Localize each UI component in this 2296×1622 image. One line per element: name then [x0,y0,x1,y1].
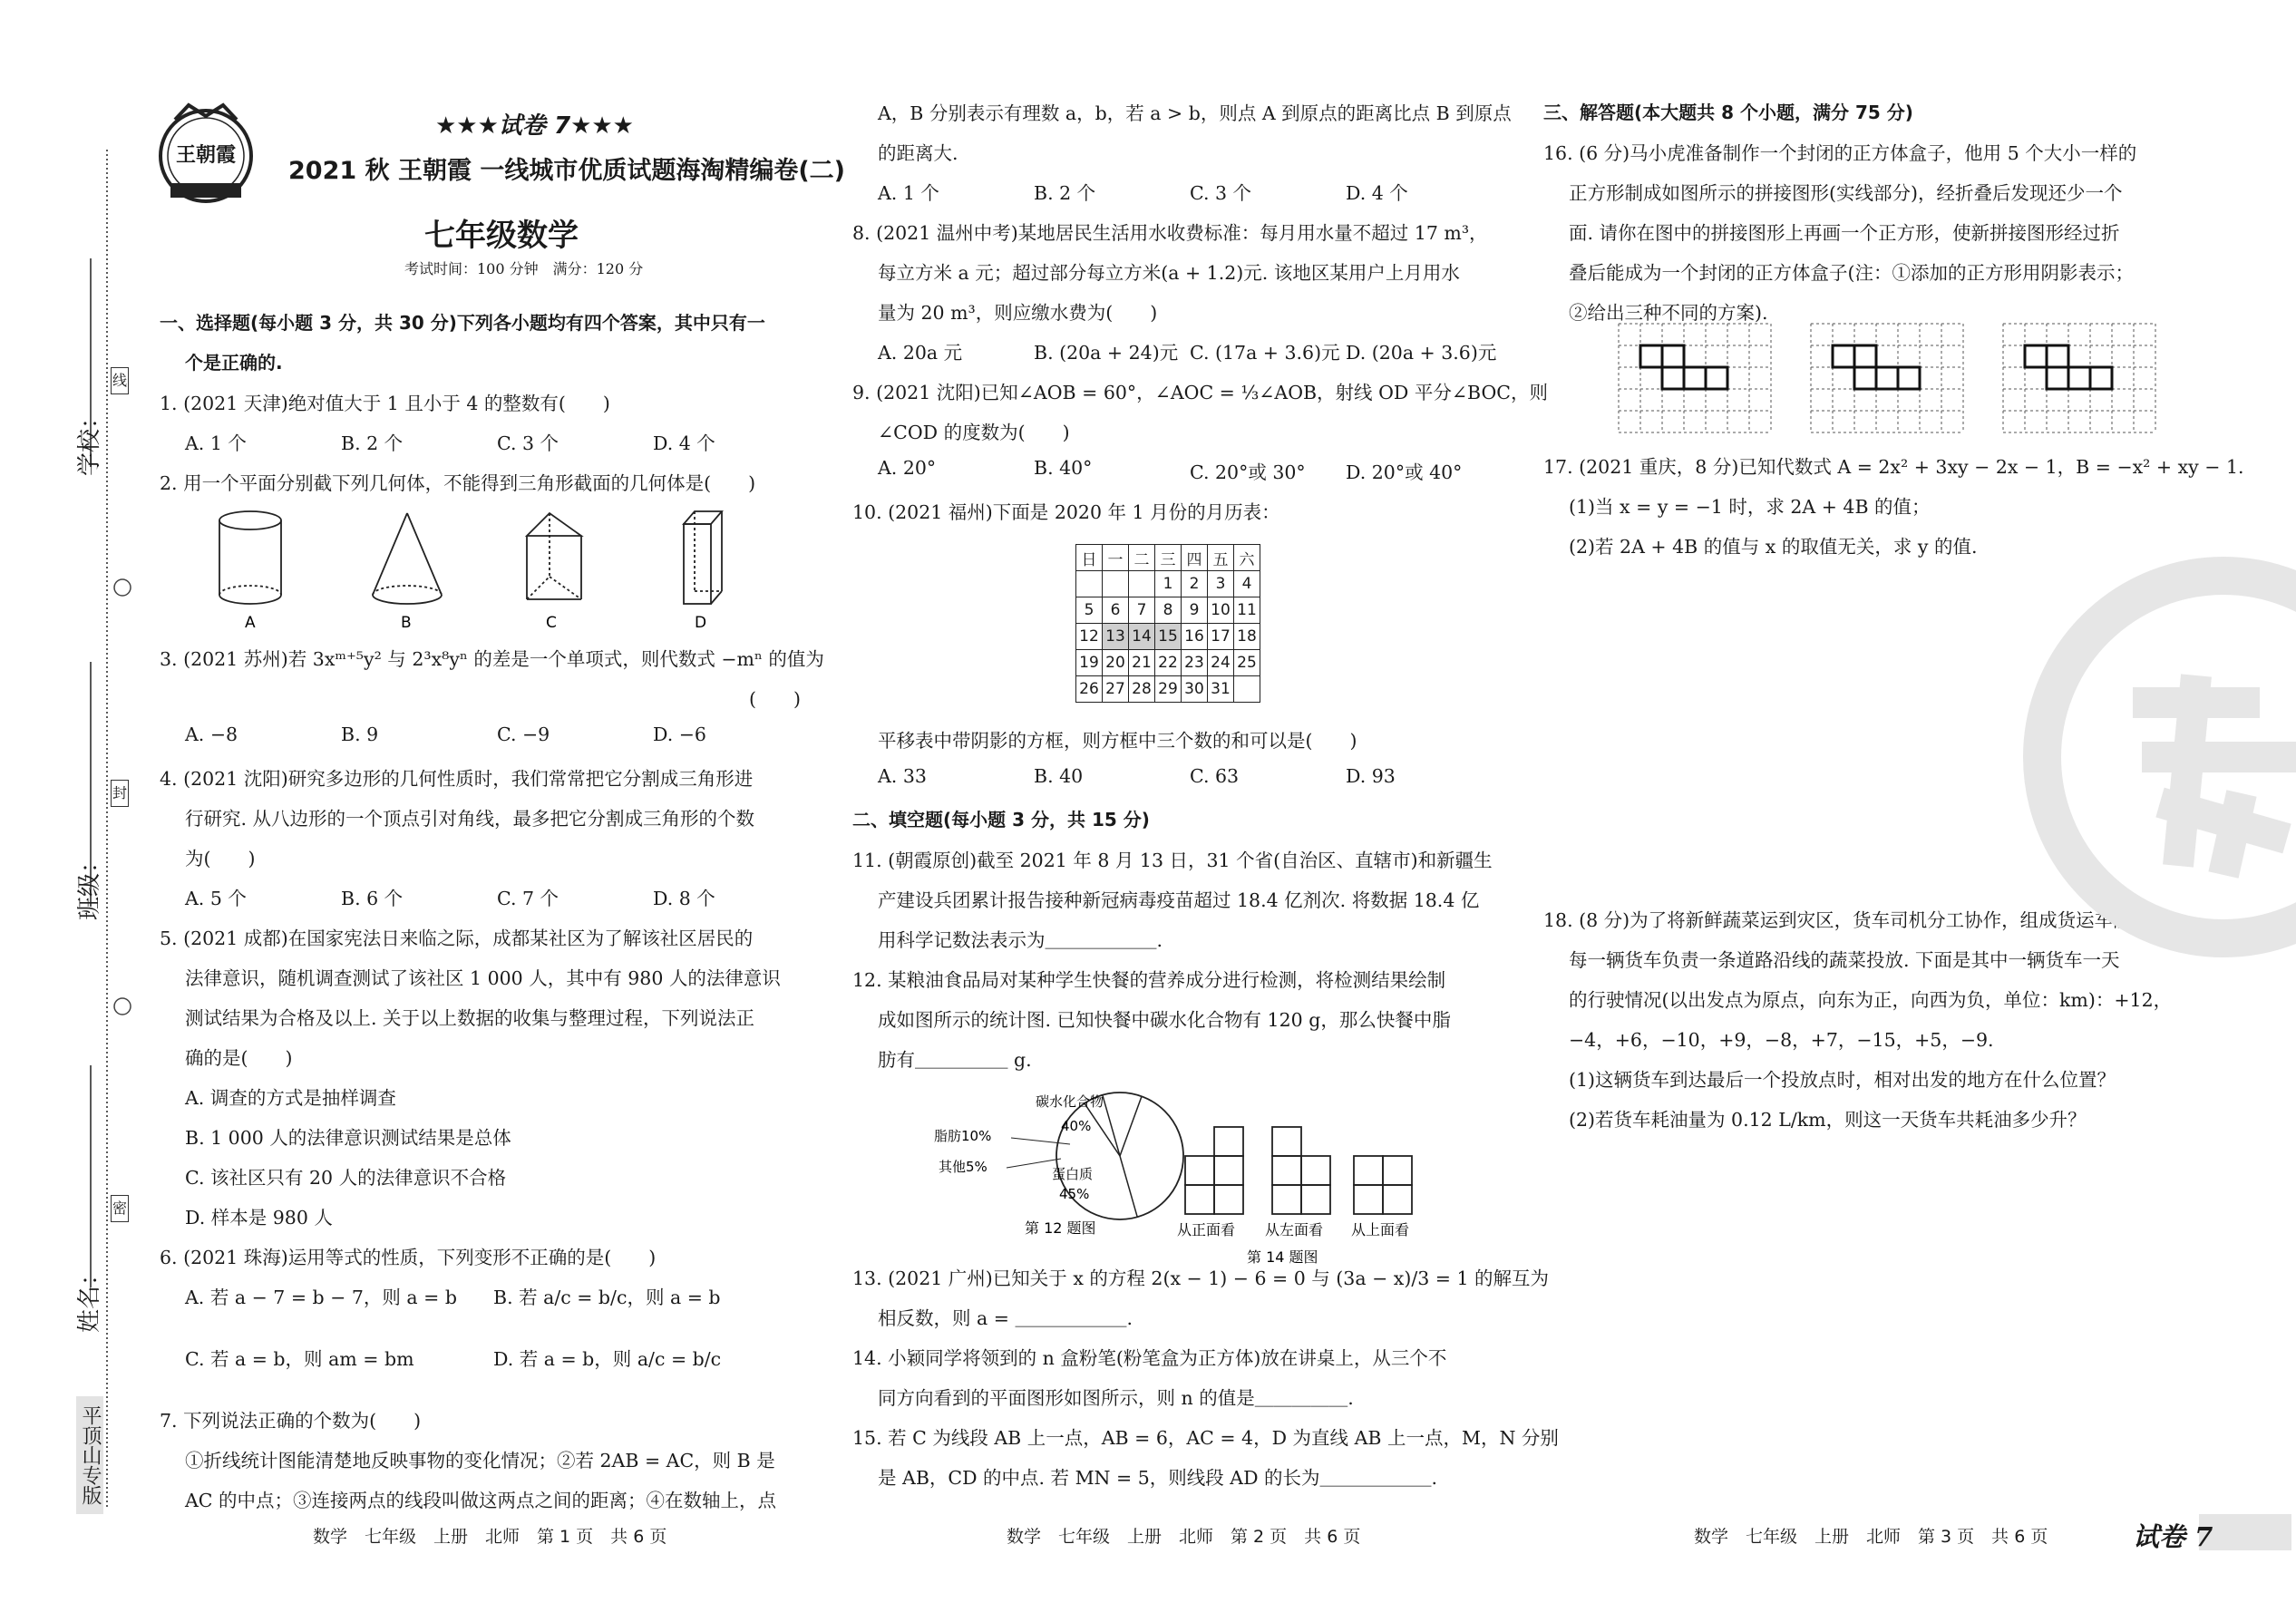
question-text: 4. (2021 沈阳)研究多边形的几何性质时，我们常常把它分割成三角形进 [160,768,754,790]
question-text: 15. 若 C 为线段 AB 上一点，AB = 6，AC = 4，D 为直线 AB 上一点，M，N 分别 [852,1427,1559,1449]
question-text: 17. (2021 重庆，8 分)已知代数式 A = 2x² + 3xy − 2x − 1，B = −x² + xy − 1. [1543,456,2244,478]
pie-label-other: 其他5% [939,1159,987,1175]
figure-16-grids [1591,324,2190,437]
option-b: B. 6 个 [341,888,404,909]
question-line: (2)若货车耗油量为 0.12 L/km，则这一天货车共耗油多少升？ [1569,1109,2087,1131]
pie-label-carbo: 碳水化合物 [1036,1093,1104,1110]
exam-info: 考试时间：100 分钟 满分：120 分 [404,260,644,277]
question-line: 测试结果为合格及以上. 关于以上数据的收集与整理过程，下列说法正 [185,1007,755,1029]
logo [152,100,259,207]
calendar-cell [1129,571,1155,597]
options-row [185,1282,802,1309]
footer-page-3: 数学 七年级 上册 北师 第 3 页 共 6 页 [1694,1527,2048,1547]
question-text: 18. (8 分)为了将新鲜蔬菜运到灾区，货车司机分工协作，组成货运车队， [1543,909,2151,931]
option-d: D. −6 [653,724,706,745]
option-d: D. 8 个 [653,888,715,909]
pie-chart [934,1093,1183,1219]
calendar-cell: 2 [1182,571,1208,597]
option-b: B. 40 [1034,765,1084,787]
question-line: A，B 分别表示有理数 a，b，若 a > b，则点 A 到原点的距离比点 B 到原点 [878,102,1512,124]
question-text: 11. (朝霞原创)截至 2021 年 8 月 13 日，31 个省(自治区、直辖市)和新疆生 [852,850,1493,871]
calendar-cell [1234,676,1260,703]
cuboid-icon [684,511,722,604]
net-square [1684,367,1706,389]
calendar-cell: 27 [1103,676,1129,703]
options-row [185,1344,802,1371]
question-line: ∠COD 的度数为( ) [878,422,1070,443]
svg-text:A: A [245,614,256,632]
question-text: 14. 小颖同学将领到的 n 盒粉笔(粉笔盒为正方体)放在讲桌上，从三个不 [852,1347,1447,1369]
net-square [1662,345,1684,367]
question-line: 行研究. 从八边形的一个顶点引对角线，最多把它分割成三角形的个数 [185,808,755,830]
calendar-head-cell: 日 [1076,545,1103,571]
net-square [1640,345,1662,367]
calendar-cell: 17 [1208,624,1234,650]
calendar-cell: 11 [1234,597,1260,624]
fig14-label: 第 14 题图 [1247,1248,1318,1266]
question-text: 13. (2021 广州)已知关于 x 的方程 2(x − 1) − 6 = 0 与 (3a − x)/3 = 1 的解互为 [852,1267,1550,1289]
option-b: B. 若 a/c = b/c，则 a = b [493,1287,721,1308]
calendar-head-cell: 三 [1155,545,1182,571]
question-line: −4，+6，−10，+9，−8，+7，−15，+5，−9. [1569,1029,1994,1051]
calendar-cell: 14 [1129,624,1155,650]
options-row [878,337,1502,364]
question-line: 的行驶情况(以出发点为原点，向东为正，向西为负，单位：km)：+12， [1569,989,2173,1011]
svg-text:D: D [695,614,707,632]
pie-value-protein: 45% [1059,1186,1090,1202]
question-text: 1. (2021 天津)绝对值大于 1 且小于 4 的整数有( ) [160,393,610,414]
calendar-cell [1076,571,1103,597]
net-square [1876,367,1898,389]
calendar-cell: 28 [1129,676,1155,703]
question-line: (1)这辆货车到达最后一个投放点时，相对出发的地方在什么位置？ [1569,1069,2116,1091]
calendar-cell: 30 [1182,676,1208,703]
pie-label-protein: 蛋白质 [1052,1166,1094,1182]
left-label: 从左面看 [1265,1221,1324,1238]
view-left [1272,1127,1330,1214]
leader-line [1011,1138,1070,1144]
calendar-cell: 24 [1208,650,1234,676]
option-a: A. 33 [878,765,927,787]
net-square [1854,367,1876,389]
question-text: 3. (2021 苏州)若 3xᵐ⁺⁵y² 与 2³x⁸yⁿ 的差是一个单项式，则代数式 −mⁿ 的值为 [160,648,824,670]
net-square [2068,367,2090,389]
feng-mark: 封 [111,780,129,807]
question-line: (2)若 2A + 4B 的值与 x 的取值无关，求 y 的值. [1569,536,1978,558]
front-label: 从正面看 [1177,1221,1236,1238]
options-row [185,428,809,455]
option-b: D. 若 a = b，则 a/c = b/c [493,1348,722,1370]
calendar-cell: 12 [1076,624,1103,650]
option-a: A. 20a 元 [878,342,963,364]
name-label: 姓名： [76,1261,103,1333]
calendar-head-cell: 六 [1234,545,1260,571]
question-text: 12. 某粮油食品局对某种学生快餐的营养成分进行检测，将检测结果绘制 [852,969,1446,991]
options-row [185,883,809,910]
footer-page-2: 数学 七年级 上册 北师 第 2 页 共 6 页 [1007,1527,1361,1547]
question-line: 成如图所示的统计图. 已知快餐中碳水化合物有 120 g，那么快餐中脂 [878,1009,1451,1031]
pie-slice-edge [1120,1096,1142,1156]
option-c: C. −9 [497,724,550,745]
option-b: B. (20a + 24)元 [1034,342,1179,364]
option-a: A. 5 个 [185,888,247,909]
footer-tag-text: 试卷 7 [2133,1521,2213,1552]
cylinder-icon [219,511,281,604]
net-square [2025,345,2047,367]
calendar-cell: 5 [1076,597,1103,624]
question-line: 每一辆货车负责一条道路沿线的蔬菜投放. 下面是其中一辆货车一天 [1569,949,2120,971]
calendar-cell: 31 [1208,676,1234,703]
question-line: A. 调查的方式是抽样调查 [185,1087,396,1109]
exam-number: ★★★试卷 7★★★ [435,112,634,140]
pie-value-carbo: 40% [1061,1118,1092,1134]
cone-icon [373,513,442,604]
options-row [878,765,1502,787]
option-c: C. 3 个 [497,432,559,454]
net-square [2047,345,2068,367]
option-c: C. 63 [1190,765,1240,787]
logo-text: 王朝霞 [175,143,236,167]
calendar-cell: 13 [1103,624,1129,650]
option-c: C. 3 个 [1190,182,1252,204]
net-square [1854,345,1876,367]
xian-mark: 线 [111,367,129,394]
options-row [185,724,809,745]
option-d: D. 20°或 40° [1346,461,1463,483]
question-line: 叠后能成为一个封闭的正方体盒子(注：①添加的正方形用阴影表示； [1569,262,2134,284]
figure-12-14 [925,1079,1433,1266]
net-square [1662,367,1684,389]
question-text: 8. (2021 温州中考)某地居民生活用水收费标准：每月用水量不超过 17 m³， [852,222,1488,244]
question-line: 确的是( ) [185,1047,293,1069]
watermark-seal-icon [2024,567,2296,947]
class-label: 班级： [76,849,103,920]
options-row [878,178,1502,205]
calendar-head-cell: 四 [1182,545,1208,571]
option-a: A. 1 个 [185,432,247,454]
question-line: AC 的中点；③连接两点的线段叫做这两点之间的距离；④在数轴上，点 [185,1490,777,1511]
question-line: ( ) [749,688,801,710]
mi-mark: 密 [111,1195,129,1222]
option-a: A. 1 个 [878,182,939,204]
calendar-cell: 1 [1155,571,1182,597]
question-text: 6. (2021 珠海)运用等式的性质，下列变形不正确的是( ) [160,1247,657,1268]
option-d: D. 4 个 [653,432,715,454]
footer-page-1: 数学 七年级 上册 北师 第 1 页 共 6 页 [313,1527,667,1547]
option-c: C. 7 个 [497,888,559,909]
option-d: D. 4 个 [1346,182,1408,204]
calendar-cell [1103,571,1129,597]
pie-slice-edge [1120,1156,1137,1217]
question-text: 16. (6 分)马小虎准备制作一个封闭的正方体盒子，他用 5 个大小一样的 [1543,142,2137,164]
question-line: C. 该社区只有 20 人的法律意识不合格 [185,1167,507,1189]
view-top [1354,1156,1412,1214]
option-a: C. 若 a = b，则 am = bm [185,1348,414,1370]
calendar-cell: 29 [1155,676,1182,703]
question-text: 2. 用一个平面分别截下列几何体，不能得到三角形截面的几何体是( ) [160,472,756,494]
calendar-cell: 9 [1182,597,1208,624]
section-heading: 个是正确的. [185,352,283,374]
question-text: 9. (2021 沈阳)已知∠AOB = 60°，∠AOC = ⅓∠AOB，射线 OD 平分∠BOC，则 [852,382,1548,403]
fig12-label: 第 12 题图 [1025,1219,1096,1237]
calendar-cell: 3 [1208,571,1234,597]
question-line: 相反数，则 a = ＿＿＿＿＿＿. [878,1307,1133,1329]
net-square [2090,367,2112,389]
option-a: A. 20° [878,457,937,479]
question-line: 产建设兵团累计报告接种新冠病毒疫苗超过 18.4 亿剂次. 将数据 18.4 亿 [878,889,1480,911]
solids-figure [214,504,849,636]
question-text: 10. (2021 福州)下面是 2020 年 1 月份的月历表： [852,501,1280,523]
question-line: 肪有＿＿＿＿＿ g. [878,1049,1032,1071]
options-row [878,457,1502,484]
option-d: D. (20a + 3.6)元 [1346,342,1497,364]
calendar-head-cell: 二 [1129,545,1155,571]
question-line: 是 AB，CD 的中点. 若 MN = 5，则线段 AD 的长为＿＿＿＿＿＿. [878,1467,1438,1489]
question-line: (1)当 x = y = −1 时，求 2A + 4B 的值； [1569,496,1931,518]
question-text: 7. 下列说法正确的个数为( ) [160,1410,422,1432]
section-heading: 一、选择题(每小题 3 分，共 30 分)下列各小题均有四个答案，其中只有一 [160,312,765,334]
net-square [2047,367,2068,389]
calendar-cell: 10 [1208,597,1234,624]
calendar-cell: 21 [1129,650,1155,676]
series-title: 2021 秋 王朝霞 一线城市优质试题海淘精编卷(二) [288,157,846,185]
question-line: 为( ) [185,848,256,869]
question-line: 法律意识，随机调查测试了该社区 1 000 人，其中有 980 人的法律意识 [185,967,781,989]
calendar-cell: 15 [1155,624,1182,650]
svg-text:B: B [401,614,412,632]
calendar-head-cell: 一 [1103,545,1129,571]
calendar-cell: 16 [1182,624,1208,650]
footer-tag [2086,1514,2291,1550]
question-line: ①折线统计图能清楚地反映事物的变化情况；②若 2AB = AC，则 B 是 [185,1450,775,1471]
prism-icon [527,513,581,599]
question-text: 5. (2021 成都)在国家宪法日来临之际，成都某社区为了解该社区居民的 [160,928,754,949]
binding-margin [0,0,127,1622]
calendar-cell: 19 [1076,650,1103,676]
question-line: 用科学记数法表示为＿＿＿＿＿＿. [878,929,1163,951]
section-heading: 二、填空题(每小题 3 分，共 15 分) [852,809,1150,830]
svg-text:C: C [546,614,557,632]
option-d: D. 93 [1346,765,1396,787]
section-heading: 三、解答题(本大题共 8 个小题，满分 75 分) [1543,102,1913,123]
calendar-cell: 25 [1234,650,1260,676]
calendar-cell: 20 [1103,650,1129,676]
net-square [1706,367,1727,389]
net-square [1898,367,1920,389]
question-line: 面. 请你在图中的拼接图形上再画一个正方形，使新拼接图形经过折 [1569,222,2120,244]
question-line: 平移表中带阴影的方框，则方框中三个数的和可以是( ) [878,730,1357,752]
top-label: 从上面看 [1351,1221,1410,1238]
option-b: B. 40° [1034,457,1093,479]
calendar-table [1075,544,1260,703]
subject-title: 七年级数学 [424,218,579,254]
calendar-cell: 4 [1234,571,1260,597]
question-line: ②给出三种不同的方案). [1569,302,1768,324]
calendar-cell: 7 [1129,597,1155,624]
pie-label-fat: 脂肪10% [934,1128,992,1144]
option-a: A. −8 [185,724,238,745]
option-b: B. 2 个 [341,432,404,454]
question-line: 正方形制成如图所示的拼接图形(实线部分)，经折叠后发现还少一个 [1569,182,2123,204]
question-line: 的距离大. [878,142,958,164]
calendar-cell: 6 [1103,597,1129,624]
calendar-cell: 26 [1076,676,1103,703]
question-line: 每立方米 a 元；超过部分每立方米(a + 1.2)元. 该地区某用户上月用水 [878,262,1460,284]
net-square [1833,345,1854,367]
pie-slice-edge [1103,1095,1120,1156]
calendar-cell: 23 [1182,650,1208,676]
question-line: B. 1 000 人的法律意识测试结果是总体 [185,1127,511,1149]
option-b: B. 9 [341,724,379,745]
edition-label: 平顶山专版 [76,1396,103,1514]
option-a: A. 若 a − 7 = b − 7，则 a = b [185,1287,457,1308]
calendar-head-cell: 五 [1208,545,1234,571]
calendar-cell: 22 [1155,650,1182,676]
question-line: 量为 20 m³，则应缴水费为( ) [878,302,1158,324]
option-c: C. (17a + 3.6)元 [1190,342,1340,364]
school-label: 学校： [76,404,103,476]
question-line: D. 样本是 980 人 [185,1207,333,1229]
calendar-cell: 8 [1155,597,1182,624]
calendar-cell: 18 [1234,624,1260,650]
view-front [1185,1127,1243,1214]
question-line: 同方向看到的平面图形如图所示，则 n 的值是＿＿＿＿＿. [878,1387,1354,1409]
option-b: B. 2 个 [1034,182,1096,204]
option-c: C. 20°或 30° [1190,461,1306,483]
